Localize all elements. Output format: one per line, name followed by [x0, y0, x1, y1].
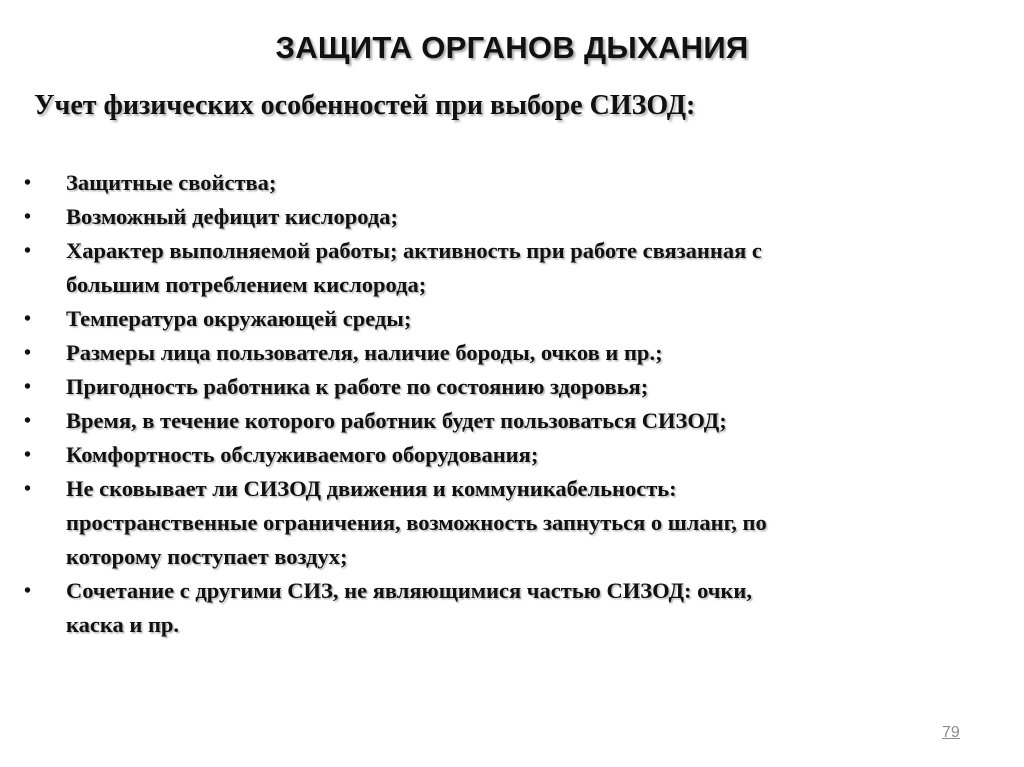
bullet-text: Размеры лица пользователя, наличие бороды, очков и пр.;: [66, 340, 663, 365]
bullet-text: Время, в течение которого работник будет пользоваться СИЗОД;: [66, 408, 727, 433]
bullet-icon: •: [24, 444, 32, 466]
page-number[interactable]: 79: [942, 724, 960, 741]
bullet-item: [22, 370, 982, 404]
bullet-icon: •: [24, 580, 32, 602]
bullet-item: [22, 472, 982, 574]
bullet-item: [22, 404, 982, 438]
bullet-icon: •: [24, 478, 32, 500]
bullet-item: [22, 574, 982, 642]
bullet-text: каска и пр.: [66, 612, 180, 637]
bullet-text: Температура окружающей среды;: [66, 306, 412, 331]
bullet-icon: •: [24, 206, 32, 228]
bullet-item: [22, 234, 982, 302]
bullet-icon: •: [24, 342, 32, 364]
slide-title: ЗАЩИТА ОРГАНОВ ДЫХАНИЯ: [275, 30, 749, 65]
slide-subtitle: Учет физических особенностей при выборе СИЗОД:: [34, 90, 696, 121]
bullet-text: пространственные ограничения, возможность запнуться о шланг, по: [66, 510, 767, 535]
bullet-item: [22, 336, 982, 370]
bullet-text: Сочетание с другими СИЗ, не являющимися частью СИЗОД: очки,: [66, 578, 752, 603]
bullet-text: Пригодность работника к работе по состоянию здоровья;: [66, 374, 649, 399]
bullet-text: большим потреблением кислорода;: [66, 272, 427, 297]
bullet-icon: •: [24, 410, 32, 432]
bullet-item: [22, 302, 982, 336]
bullet-icon: •: [24, 240, 32, 262]
bullet-text: Защитные свойства;: [66, 170, 277, 195]
bullet-text: Комфортность обслуживаемого оборудования;: [66, 442, 539, 467]
bullet-text: которому поступает воздух;: [66, 544, 348, 569]
bullet-list: [22, 166, 982, 642]
bullet-item: [22, 438, 982, 472]
bullet-text: Характер выполняемой работы; активность при работе связанная с: [66, 238, 762, 263]
bullet-icon: •: [24, 172, 32, 194]
bullet-text: Не сковывает ли СИЗОД движения и коммуникабельность:: [66, 476, 677, 501]
bullet-icon: •: [24, 376, 32, 398]
bullet-text: Возможный дефицит кислорода;: [66, 204, 398, 229]
bullet-icon: •: [24, 308, 32, 330]
bullet-item: [22, 200, 982, 234]
bullet-item: [22, 166, 982, 200]
